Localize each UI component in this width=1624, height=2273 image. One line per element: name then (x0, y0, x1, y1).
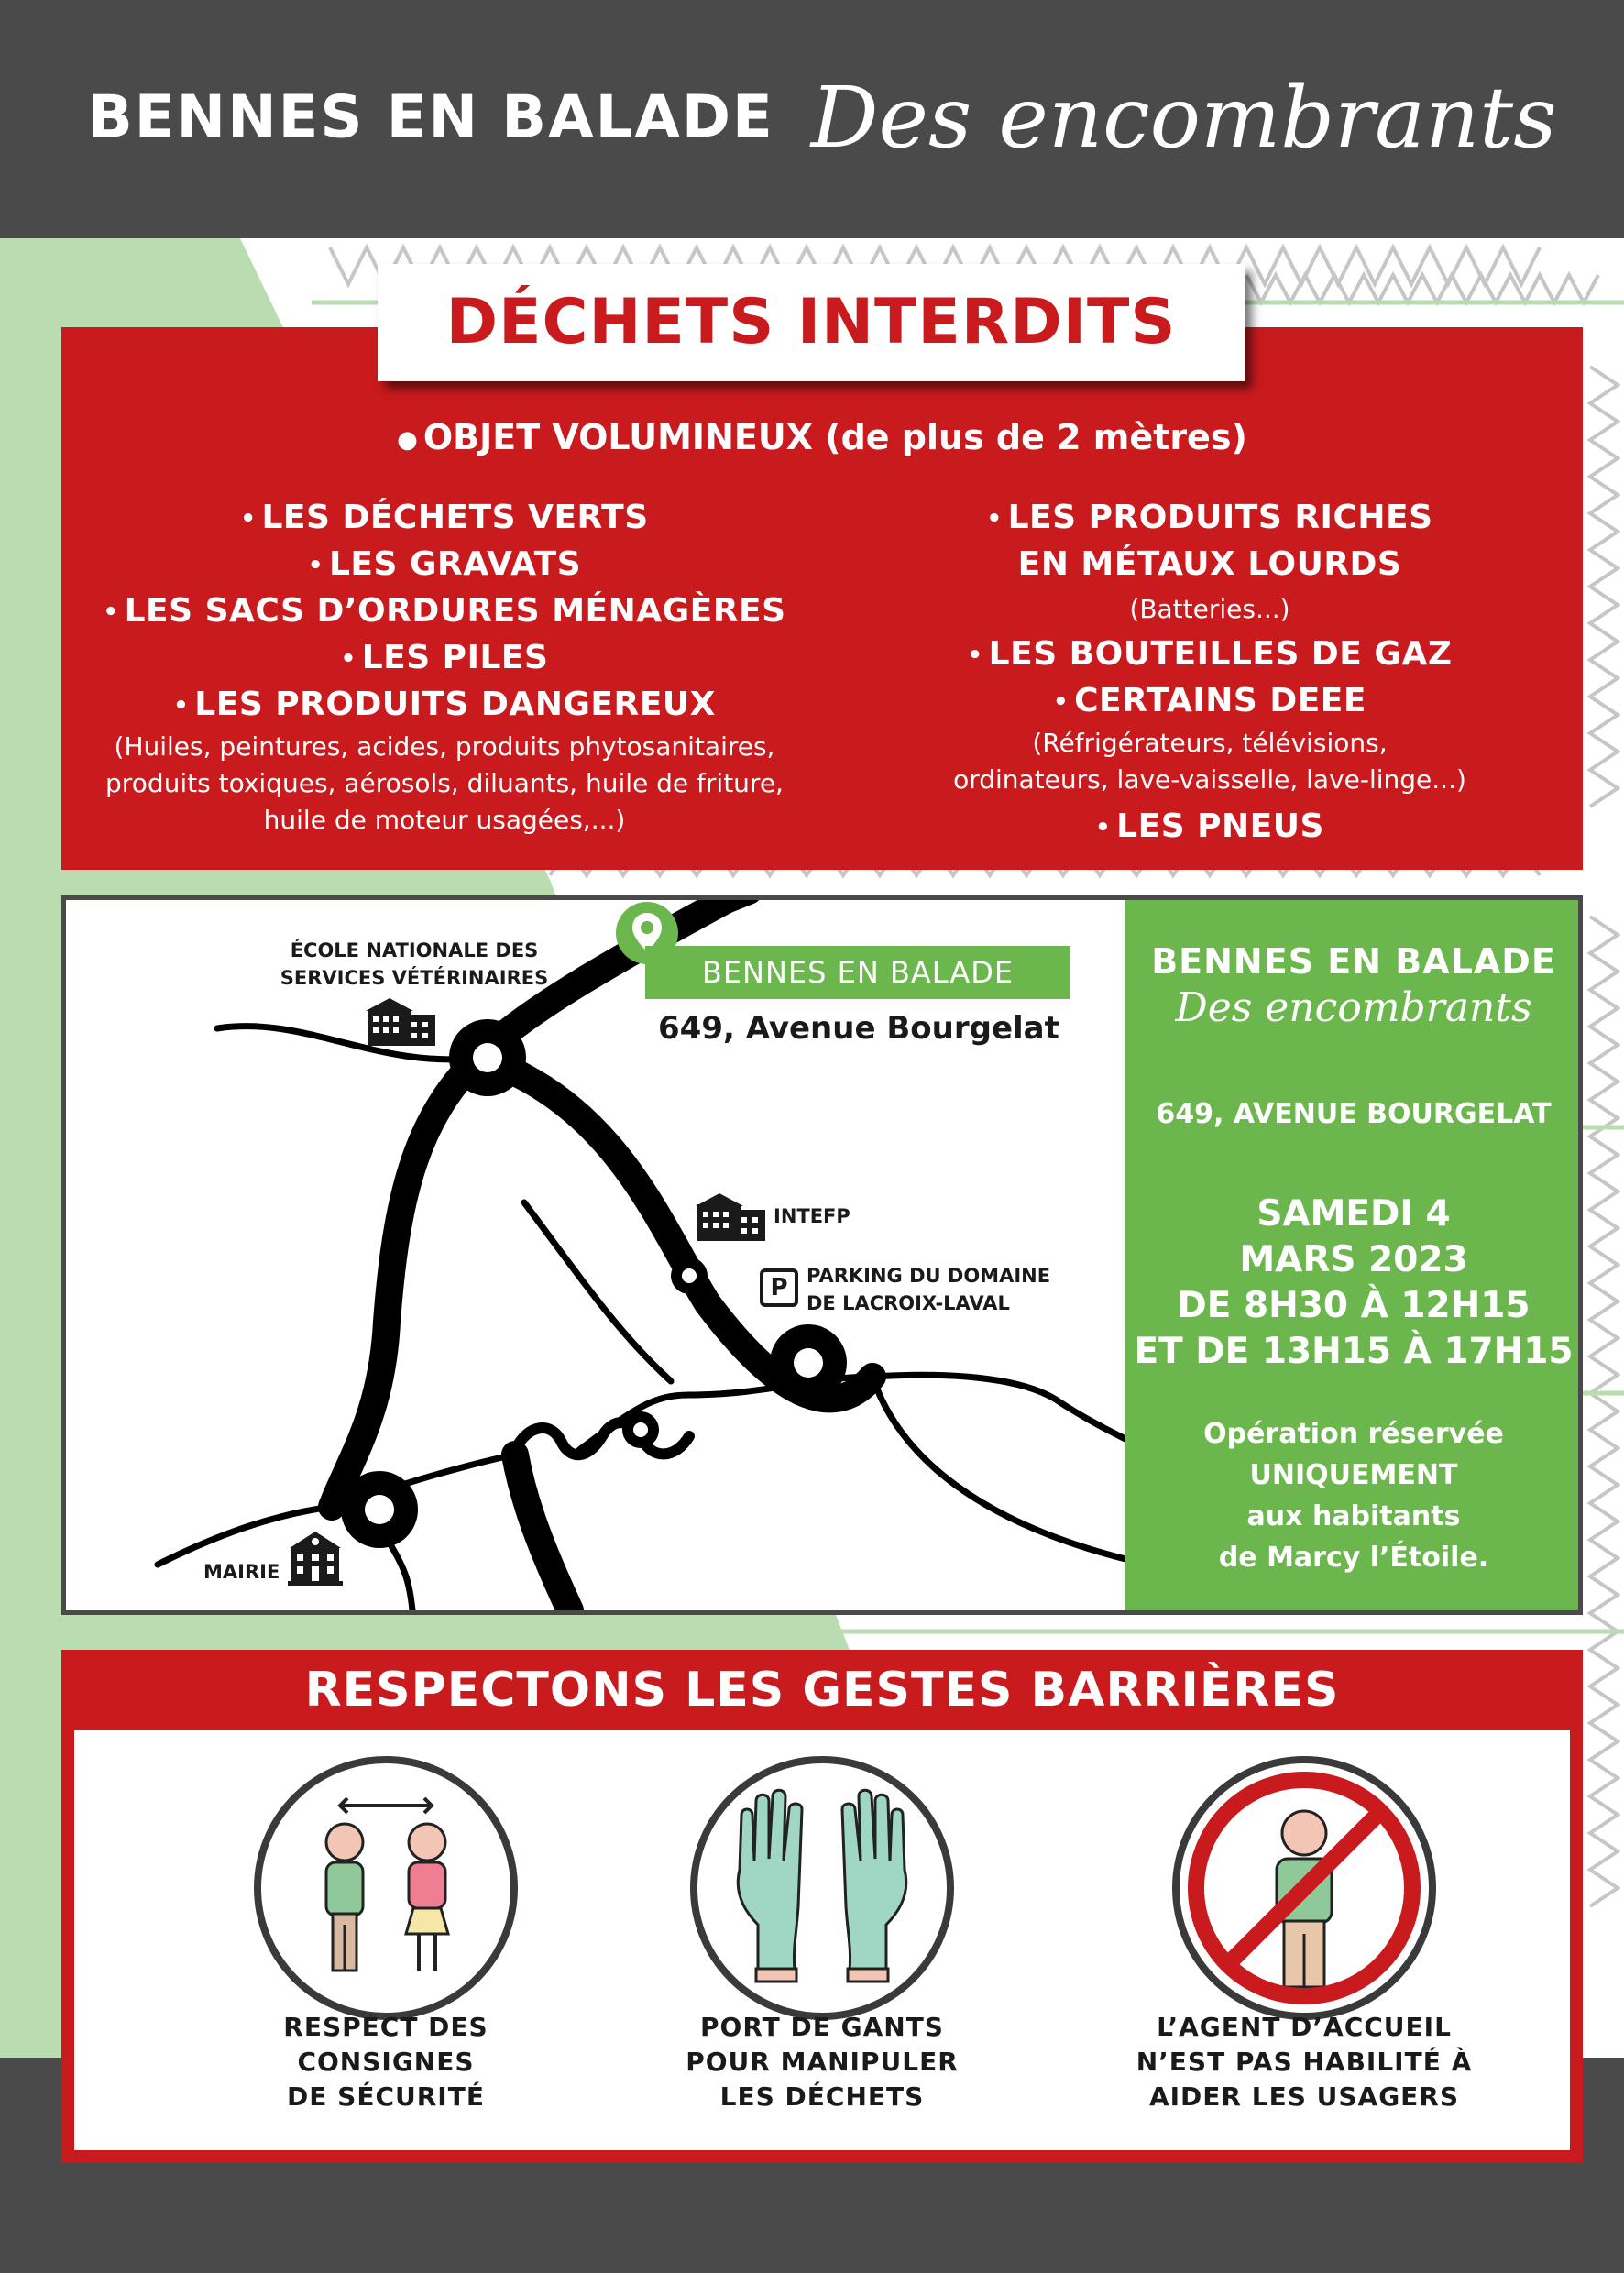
forbidden-note: ordinateurs, lave-vaisselle, lave-linge...) (953, 764, 1466, 795)
forbidden-title-box (378, 264, 1245, 381)
forbidden-note: (Huiles, peintures, acides, produits phytosanitaires, (114, 731, 775, 762)
forbidden-item: • LES BOUTEILLES DE GAZ (967, 635, 1453, 673)
forbidden-item: • LES PILES (340, 639, 549, 676)
info-title: BENNES EN BALADE (1151, 941, 1556, 982)
bullet-icon: • (340, 645, 357, 673)
pin-address: 649, Avenue Bourgelat (658, 1010, 1059, 1047)
forbidden-item: • LES PNEUS (1095, 807, 1324, 845)
mairie-label: MAIRIE (203, 1561, 280, 1583)
gesture-label: RESPECT DES CONSIGNES DE SÉCURITÉ (283, 2012, 488, 2112)
gestures-title: RESPECTONS LES GESTES BARRIÈRES (304, 1663, 1340, 1718)
forbidden-note: produits toxiques, aérosols, diluants, huile de friture, (105, 768, 784, 798)
bullet-icon: • (986, 505, 1003, 533)
forbidden-item: • LES SACS D’ORDURES MÉNAGÈRES (103, 592, 786, 630)
forbidden-item: • CERTAINS DEEE (1052, 682, 1366, 719)
forbidden-item-continued: EN MÉTAUX LOURDS (1017, 545, 1402, 583)
gloves-icon (685, 1751, 960, 2026)
forbidden-list-left (87, 495, 802, 839)
school-label: ÉCOLE NATIONALE DES SERVICES VÉTÉRINAIRES (280, 939, 549, 989)
road-map (66, 900, 1129, 1610)
forbidden-note: (Réfrigérateurs, télévisions, (1032, 728, 1388, 758)
title-script: Des encombrants (810, 69, 1557, 167)
no-assistance-icon (1167, 1751, 1442, 2026)
barrier-gestures-panel (61, 1650, 1583, 2163)
parking-icon (760, 1268, 798, 1307)
info-note: Opération réservée UNIQUEMENT aux habitants de Marcy l’Étoile. (1203, 1418, 1504, 1574)
event-info-box (1125, 900, 1583, 1610)
town-hall-icon (286, 1528, 345, 1587)
distancing-icon (248, 1751, 523, 2026)
intefp-label: INTEFP (774, 1205, 850, 1227)
office-building-icon (694, 1191, 767, 1243)
gesture-label: L’AGENT D’ACCUEIL N’EST PAS HABILITÉ À AIDER LES USAGERS (1136, 2012, 1473, 2112)
pin-label: BENNES EN BALADE (701, 955, 1015, 990)
forbidden-item: • LES DÉCHETS VERTS (240, 499, 649, 536)
bullet-icon: • (173, 692, 190, 719)
bullet-icon: • (103, 598, 119, 626)
forbidden-item: • LES GRAVATS (307, 545, 582, 583)
gesture-card (630, 1730, 1015, 2150)
forbidden-note: huile de moteur usagées,...) (263, 805, 626, 835)
pin-label-box (645, 946, 1070, 999)
bullet-icon: ● (397, 425, 418, 454)
school-building-icon (364, 996, 437, 1048)
forbidden-lead-text: OBJET VOLUMINEUX (de plus de 2 mètres) (422, 417, 1247, 457)
forbidden-note: (Batteries...) (1129, 594, 1290, 624)
page-title (88, 69, 1557, 179)
bullet-icon: • (967, 642, 983, 669)
forbidden-item: • LES PRODUITS RICHES (986, 499, 1433, 536)
gesture-card (193, 1730, 578, 2150)
info-subtitle: Des encombrants (1175, 984, 1532, 1031)
title-main: BENNES EN BALADE (88, 83, 774, 152)
forbidden-list-right (916, 495, 1503, 851)
bullet-icon: • (307, 552, 324, 579)
parking-glyph: P (770, 1274, 788, 1301)
bullet-icon: • (1095, 814, 1112, 841)
info-date: SAMEDI 4 MARS 2023 DE 8H30 À 12H15 ET DE 13H15 À 17H15 (1134, 1193, 1574, 1372)
forbidden-title: DÉCHETS INTERDITS (445, 286, 1177, 358)
forbidden-item: • LES PRODUITS DANGEREUX (173, 686, 716, 723)
bullet-icon: • (1052, 688, 1070, 716)
info-address: 649, AVENUE BOURGELAT (1156, 1098, 1552, 1130)
bullet-icon: • (240, 505, 257, 533)
gestures-grid (74, 1730, 1570, 2150)
gesture-label: PORT DE GANTS POUR MANIPULER LES DÉCHETS (686, 2012, 959, 2112)
gesture-card (1112, 1730, 1497, 2150)
map-panel (61, 895, 1583, 1615)
forbidden-lead-item (61, 417, 1583, 457)
parking-label: PARKING DU DOMAINE DE LACROIX-LAVAL (807, 1265, 1051, 1314)
